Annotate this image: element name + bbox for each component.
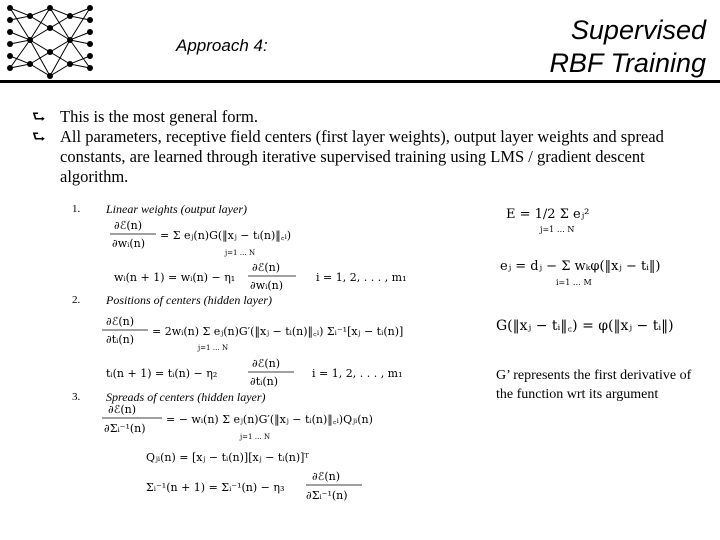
eq-s2a-lhs-num: ∂ℰ(n) [106,315,135,328]
header-divider [0,80,720,83]
step-number-1: 1. [72,203,81,215]
eq-error: E = 1/2 Σ eⱼ² [506,207,590,222]
eq-s3a-lhs-den: ∂Σᵢ⁻¹(n) [104,422,146,435]
eq-s3a-limits: j=1 … N [240,433,271,441]
eq-s1b-frac-num: ∂ℰ(n) [252,261,281,274]
eq-ej-limits: i=1 … M [556,278,592,287]
eq-s3a-lhs-num: ∂ℰ(n) [108,403,137,416]
eq-s3c-frac-num: ∂ℰ(n) [312,470,341,483]
eq-s2b: tᵢ(n + 1) = tᵢ(n) − η₂ [106,367,218,380]
definition-equations-figure [496,192,711,352]
title-line-1: Supervised [570,15,706,45]
eq-s1b-index: i = 1, 2, . . . , m₁ [316,271,407,284]
eq-s2a-lhs-den: ∂tᵢ(n) [106,333,134,346]
step-title-3: Spreads of centers (hidden layer) [106,390,266,404]
step-title-2: Positions of centers (hidden layer) [106,293,272,307]
bullet-item [32,107,692,127]
eq-g: G(‖xⱼ − tᵢ‖꜀) = φ(‖xⱼ − tᵢ‖) [496,318,674,334]
arrow-bullet-icon: ⮑ [32,108,46,126]
approach-label: Approach 4: [176,36,268,55]
step-title-1: Linear weights (output layer) [106,202,247,216]
eq-s3c-frac-den: ∂Σᵢ⁻¹(n) [306,489,348,502]
update-equations-figure [100,215,495,515]
eq-s1a-limits: j=1 … N [225,249,256,257]
bullet-text: All parameters, receptive field centers (first layer weights), output layer weights and spread constants, are learned through iterative supervised training using LMS / gradient descent algorithm. [60,127,664,186]
eq-ej: eⱼ = dⱼ − Σ wₖφ(‖xⱼ − tᵢ‖) [500,259,661,274]
eq-s2a-rhs: = 2wᵢ(n) Σ eⱼ(n)G′(‖xⱼ − tᵢ(n)‖꜀ᵢ) Σᵢ⁻¹[xⱼ − tᵢ(n)] [152,325,404,338]
eq-s2b-frac-den: ∂tᵢ(n) [250,375,278,388]
eq-s2b-frac-num: ∂ℰ(n) [252,357,281,370]
eq-s1b: wᵢ(n + 1) = wᵢ(n) − η₁ [114,271,236,284]
derivative-note: G’ represents the first derivative of the function wrt its argument [496,368,692,402]
bullet-text: This is the most general form. [60,107,258,126]
eq-s3b: Qⱼᵢ(n) = [xⱼ − tᵢ(n)][xⱼ − tᵢ(n)]ᵀ [146,451,310,464]
arrow-bullet-icon: ⮑ [32,128,46,146]
slide-title [549,14,706,80]
step-number-2: 2. [72,294,81,306]
step-number-3: 3. [72,391,81,403]
eq-s1b-frac-den: ∂wᵢ(n) [250,279,283,292]
neural-network-logo-icon [0,0,100,80]
title-line-2: RBF Training [549,48,706,78]
eq-s3c: Σᵢ⁻¹(n + 1) = Σᵢ⁻¹(n) − η₃ [146,481,285,494]
eq-s3a-rhs: = − wᵢ(n) Σ eⱼ(n)G′(‖xⱼ − tᵢ(n)‖꜀ᵢ)Qⱼᵢ(n) [166,413,373,426]
bullet-item [32,127,692,187]
eq-error-limits: j=1 … N [540,225,575,234]
eq-s1a-lhs-den: ∂wᵢ(n) [112,237,145,250]
bullet-list [32,107,692,187]
eq-s2b-index: i = 1, 2, . . . , m₁ [312,367,403,380]
eq-s1a-rhs: = Σ eⱼ(n)G(‖xⱼ − tᵢ(n)‖꜀ᵢ) [160,229,292,242]
eq-s2a-limits: j=1 … N [198,344,229,352]
eq-s1a-lhs-num: ∂ℰ(n) [114,219,143,232]
